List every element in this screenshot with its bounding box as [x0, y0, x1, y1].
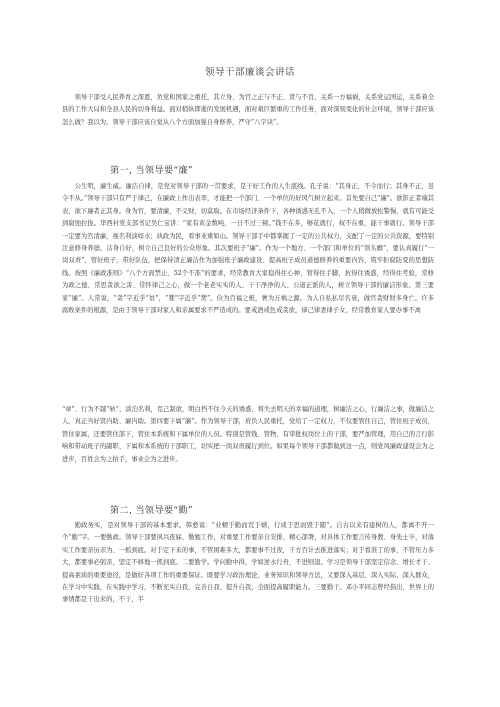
section-heading-1: 第一, 当领导要“廉” [110, 165, 193, 176]
section1-paragraph-1: 公生明，廉生威。廉洁自律，是党对领导干部的一贯要求，是干好工作的人生底线。孔子说：“其身正，不令而行；其身不正，虽令不从。”领导干部只有严于律己，在廉政上作出表率，才能把一个部门、一个单位的好风气树立起来。首先要自己“廉”。欲影正者端其表，欲下廉者正其身。身为官，要清廉，不义财，切莫取。在市场经济条件下，各种诱惑无孔不入，一个人稍微放松警惕，就有可能受到腐蚀拉拢。华西村党支部书记吴仁宝讲：“家有黄金数吨，一日不过三顿。”钱不在多，够花就行，权不在重，能干事就行。领导干部一定要为官清廉，视名利淡如水；执政为民，看事业重如山。领导干部手中都掌握了一定的公共权力，支配了一定的公共资源，要特别注意修身养德，洁身自好，树立自己良好的公众形象。其次要班子“廉”。作为一个地方、一个部门和单位的“领头雁”，要认真履行“一岗双责”，管好班子，带好队伍，把保持清正廉洁作为加强班子廉政建设、提高班子成员道德修养的重要内容，筑牢拒腐防变的思想防线。按照《廉政准则》“八个方面禁止、52个不准”的要求，经常教育大家稳得住心神，管得住手脚，抗得住诱惑，经得住考验，常修为政之德、常思贪欲之害、常怀律己之心，做一个老老实实的人、干干净净的人、公道正派的人，树立领导干部的廉洁形象。第三要家“廉”。人常说，“贪”字近乎“贫”，“婪”字近乎“焚”。俭为百福之根，奢为万祸之源。为人自私私尽名衰，做官贪财财多身亡。许多腐败案件的根源，是由于领导干部对家人和亲属要求不严造成的。要戒酒戒色戒贪欲，律己律妻律子女，经常教育家人要办事不离 [62, 183, 434, 315]
section-heading-2: 第二, 当领导要“勤” [110, 505, 193, 516]
page-title: 领导干部廉谈会讲话 [204, 67, 295, 78]
intro-paragraph: 领导干部受人民养育之深恩，负党和国家之重托，其立身、为官之正与不正、贤与不肖，关系一方福祸，关系党运国运，关系着全县的工作大局和全县人民的切身利益。面对稍纵即逝的发展机遇，面对艰巨繁重的工作任务，面对深刻变化的社会环境，领导干部应该怎么做？我以为，领导干部应该自觉从八个方面加强自身修养，严守“八字诀”。 [62, 94, 434, 126]
section1-paragraph-2: “章”、行为不越“轨”、淡泊名利，克己制欲，明白挡不住今天的诱惑、将失去明天的幸福的道理，树廉洁之心，行廉洁之事，做廉洁之人，真正当好贤内助、廉内助。第四要下属“廉”。作为领导干部，肩负人民重托，党给了一定权力，不仅要管住自己，管住班子成员，管住家属，还要管住部下，管住本系统和下属单位的人员。特别是管钱、管物、有审批权岗位上的干部，要严加管理，用自己的言行影响和带动班子的副职、下属和本系统的干部职工，切实把一岗双责履行到位。如果每个领导干部都做到这一点，则党风廉政建设会为之进步，百姓会为之拍手，事业会为之进步。 [62, 406, 434, 463]
section2-paragraph-1: 勤政务实，是对领导干部的基本要求。韩愈说：“业精于勤而荒于嬉，行成于思而毁于随”。自古以来有建树的人，都离不开一个“勤”字。一要勤政。领导干部要夙兴夜寐、勤勉工作，对重要工作要亲自安排、精心部署，对具体工作要言传身教、身先士卒，对落实工作要亲历亲为、一抓到底。对于定下来的事，不管困难多大，都要事不过夜，千方百计去推进落实；对于看准了的事，不管压力多大，都要事必躬亲，坚定不移地一抓到底。二要勤学。学问勤中得，学如逆水行舟，不进则退。学习是领导干部坚定信念、增长才干、提高素质的重要途径，是做好各项工作的重要保证。既要学习政治理论、业务知识和领导方法，又要深入基层、深入实际、深入群众，在学习中实践，在实践中学习，不断充实自我、完善自我、提升自我，全面提高履职能力。三要勤干。邓小平同志曾经指出，世界上的事情都是干出来的，不干，半 [62, 522, 434, 604]
